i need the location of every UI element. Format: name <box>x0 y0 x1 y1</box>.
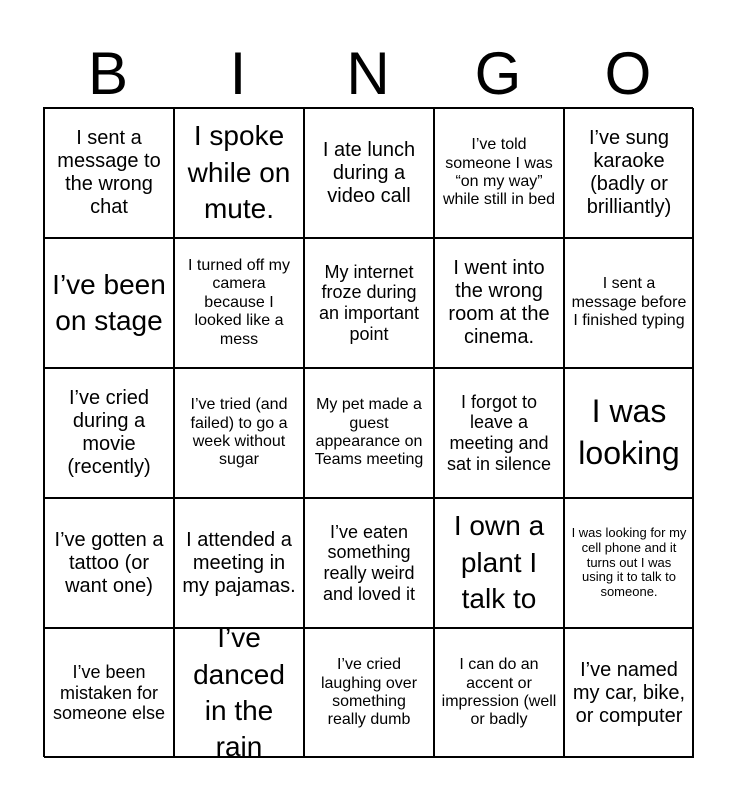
bingo-cell[interactable] <box>304 368 434 498</box>
bingo-cell[interactable] <box>434 628 564 758</box>
bingo-cell[interactable] <box>434 108 564 238</box>
bingo-cell[interactable] <box>44 368 174 498</box>
cell-text: I’ve been on stage <box>52 268 166 336</box>
cell-text: I was looking <box>578 393 680 471</box>
cell-text: I sent a message to the wrong chat <box>57 127 161 218</box>
header-letter-g: G <box>474 40 522 107</box>
cell-text: My pet made a guest appearance on Teams meeting <box>314 396 424 469</box>
cell-text: I’ve told someone I was “on my way” while still in bed <box>442 136 556 209</box>
cell-text: I’ve sung karaoke (badly or brilliantly) <box>586 127 672 218</box>
bingo-cell[interactable] <box>564 108 694 238</box>
bingo-cell[interactable] <box>174 498 304 628</box>
cell-text: I’ve danced in the rain <box>193 622 285 763</box>
header-letter-o: O <box>604 40 652 107</box>
bingo-cell[interactable] <box>174 238 304 368</box>
bingo-cell[interactable] <box>174 368 304 498</box>
bingo-header <box>43 40 693 108</box>
cell-text: I forgot to leave a meeting and sat in silence <box>446 391 552 474</box>
bingo-cell[interactable] <box>44 108 174 238</box>
bingo-cell[interactable] <box>564 368 694 498</box>
bingo-cell[interactable] <box>44 238 174 368</box>
cell-text: My internet froze during an important point <box>318 261 420 344</box>
bingo-cell[interactable] <box>304 108 434 238</box>
cell-text: I’ve gotten a tattoo (or want one) <box>54 528 164 597</box>
bingo-cell[interactable] <box>434 238 564 368</box>
bingo-cell[interactable] <box>434 498 564 628</box>
bingo-cell[interactable] <box>44 628 174 758</box>
cell-text: I’ve cried laughing over something really dumb <box>320 656 418 729</box>
cell-text: I turned off my camera because I looked like a mess <box>188 257 290 348</box>
cell-text: I own a plant I talk to <box>453 510 545 615</box>
bingo-cell[interactable] <box>304 238 434 368</box>
cell-text: I can do an accent or impression (well or badly <box>441 656 557 729</box>
bingo-cell[interactable] <box>564 498 694 628</box>
cell-text: I went into the wrong room at the cinema. <box>448 257 550 348</box>
bingo-grid <box>43 107 693 763</box>
bingo-cell[interactable] <box>564 238 694 368</box>
cell-text: I’ve tried (and failed) to go a week without sugar <box>190 396 288 469</box>
cell-text: I’ve named my car, bike, or computer <box>572 658 686 727</box>
bingo-cell[interactable] <box>174 108 304 238</box>
bingo-cell[interactable] <box>564 628 694 758</box>
cell-text: I’ve eaten something really weird and loved it <box>322 521 416 604</box>
bingo-cell[interactable] <box>304 628 434 758</box>
bingo-cell[interactable] <box>304 498 434 628</box>
cell-text: I attended a meeting in my pajamas. <box>182 528 296 597</box>
header-letter-i: I <box>229 40 247 107</box>
cell-text: I ate lunch during a video call <box>322 138 416 207</box>
cell-text: I spoke while on mute. <box>187 120 291 225</box>
cell-text: I’ve been mistaken for someone else <box>52 661 166 724</box>
header-letter-n: N <box>346 40 390 107</box>
cell-text: I’ve cried during a movie (recently) <box>67 387 151 478</box>
cell-text: I sent a message before I finished typing <box>571 275 687 330</box>
header-letter-b: B <box>87 40 129 107</box>
cell-text: I was looking for my cell phone and it turns out I was using it to talk to someone. <box>571 524 687 600</box>
bingo-cell[interactable] <box>44 498 174 628</box>
bingo-cell[interactable] <box>174 622 304 763</box>
bingo-cell[interactable] <box>434 368 564 498</box>
